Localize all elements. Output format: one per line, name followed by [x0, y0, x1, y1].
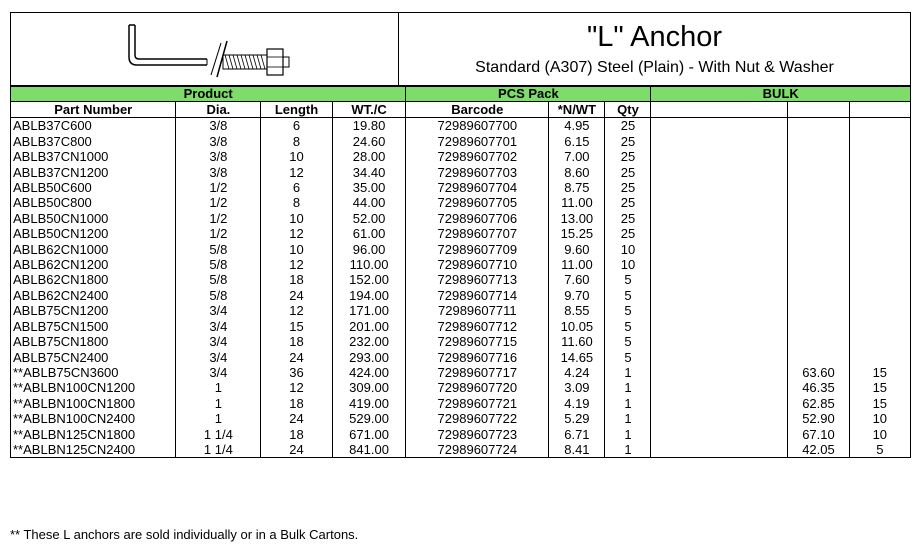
cell-length: 6: [261, 118, 333, 134]
cell-wt: 34.40: [332, 165, 406, 180]
cell-part-number: ABLB62CN1000: [11, 242, 176, 257]
cell-bulk-1: [651, 303, 788, 318]
cell-bulk-3: [849, 180, 910, 195]
cell-nwt: 8.55: [549, 303, 605, 318]
cell-bulk-2: [788, 165, 849, 180]
cell-qty: 10: [605, 242, 651, 257]
cell-nwt: 9.70: [549, 288, 605, 303]
cell-dia: 3/8: [176, 149, 261, 164]
cell-nwt: 4.24: [549, 365, 605, 380]
cell-dia: 1: [176, 380, 261, 395]
cell-qty: 1: [605, 365, 651, 380]
col-bulk-3: [849, 102, 910, 118]
col-barcode: Barcode: [406, 102, 549, 118]
cell-part-number: **ABLBN125CN2400: [11, 442, 176, 458]
cell-part-number: ABLB50C800: [11, 195, 176, 210]
cell-qty: 5: [605, 303, 651, 318]
col-wt: WT./C: [332, 102, 406, 118]
cell-bulk-2: 62.85: [788, 396, 849, 411]
cell-nwt: 9.60: [549, 242, 605, 257]
cell-bulk-3: [849, 242, 910, 257]
cell-nwt: 5.29: [549, 411, 605, 426]
cell-wt: 44.00: [332, 195, 406, 210]
cell-dia: 1/2: [176, 195, 261, 210]
cell-dia: 3/4: [176, 334, 261, 349]
cell-wt: 110.00: [332, 257, 406, 272]
cell-barcode: 72989607715: [406, 334, 549, 349]
col-qty: Qty: [605, 102, 651, 118]
product-image-cell: [11, 13, 399, 85]
title-cell: [399, 13, 910, 85]
cell-qty: 25: [605, 226, 651, 241]
cell-length: 24: [261, 350, 333, 365]
cell-bulk-3: 15: [849, 380, 910, 395]
cell-bulk-2: [788, 149, 849, 164]
cell-part-number: ABLB62CN2400: [11, 288, 176, 303]
cell-length: 24: [261, 442, 333, 458]
cell-bulk-3: [849, 350, 910, 365]
cell-barcode: 72989607705: [406, 195, 549, 210]
cell-barcode: 72989607710: [406, 257, 549, 272]
table-row: [11, 350, 911, 365]
cell-bulk-1: [651, 211, 788, 226]
cell-bulk-1: [651, 257, 788, 272]
cell-qty: 25: [605, 134, 651, 149]
column-header-row: [11, 102, 911, 118]
cell-nwt: 3.09: [549, 380, 605, 395]
cell-part-number: **ABLBN125CN1800: [11, 427, 176, 442]
price-sheet: [10, 12, 911, 458]
cell-nwt: 6.15: [549, 134, 605, 149]
cell-part-number: ABLB37C600: [11, 118, 176, 134]
table-row: [11, 442, 911, 458]
cell-bulk-3: 5: [849, 442, 910, 458]
col-bulk-2: [788, 102, 849, 118]
cell-bulk-3: [849, 149, 910, 164]
cell-qty: 25: [605, 211, 651, 226]
cell-dia: 1 1/4: [176, 427, 261, 442]
cell-part-number: ABLB75CN1200: [11, 303, 176, 318]
cell-barcode: 72989607721: [406, 396, 549, 411]
cell-dia: 3/4: [176, 303, 261, 318]
cell-bulk-2: [788, 272, 849, 287]
table-row: [11, 257, 911, 272]
cell-dia: 1/2: [176, 226, 261, 241]
cell-barcode: 72989607703: [406, 165, 549, 180]
cell-barcode: 72989607713: [406, 272, 549, 287]
cell-qty: 5: [605, 319, 651, 334]
cell-bulk-2: [788, 211, 849, 226]
cell-wt: 232.00: [332, 334, 406, 349]
cell-qty: 1: [605, 380, 651, 395]
cell-bulk-3: 10: [849, 411, 910, 426]
cell-length: 18: [261, 396, 333, 411]
table-row: [11, 180, 911, 195]
cell-barcode: 72989607701: [406, 134, 549, 149]
cell-wt: 841.00: [332, 442, 406, 458]
cell-barcode: 72989607723: [406, 427, 549, 442]
cell-wt: 171.00: [332, 303, 406, 318]
table-row: [11, 365, 911, 380]
table-row: [11, 411, 911, 426]
cell-nwt: 4.95: [549, 118, 605, 134]
cell-wt: 28.00: [332, 149, 406, 164]
cell-bulk-3: [849, 288, 910, 303]
cell-qty: 5: [605, 334, 651, 349]
table-row: [11, 427, 911, 442]
cell-wt: 152.00: [332, 272, 406, 287]
cell-wt: 419.00: [332, 396, 406, 411]
table-row: [11, 334, 911, 349]
cell-wt: 201.00: [332, 319, 406, 334]
cell-bulk-1: [651, 149, 788, 164]
cell-part-number: ABLB75CN1800: [11, 334, 176, 349]
cell-bulk-1: [651, 180, 788, 195]
group-bulk: BULK: [651, 87, 911, 102]
group-header-row: [11, 87, 911, 102]
cell-bulk-2: [788, 195, 849, 210]
cell-bulk-1: [651, 134, 788, 149]
cell-wt: 61.00: [332, 226, 406, 241]
cell-bulk-2: [788, 134, 849, 149]
cell-bulk-1: [651, 226, 788, 241]
cell-bulk-3: [849, 118, 910, 134]
cell-qty: 10: [605, 257, 651, 272]
cell-bulk-2: [788, 242, 849, 257]
col-nwt: *N/WT: [549, 102, 605, 118]
cell-wt: 194.00: [332, 288, 406, 303]
cell-bulk-2: 52.90: [788, 411, 849, 426]
group-pcs-pack: PCS Pack: [406, 87, 651, 102]
cell-wt: 35.00: [332, 180, 406, 195]
table-row: [11, 118, 911, 134]
cell-barcode: 72989607704: [406, 180, 549, 195]
cell-length: 24: [261, 411, 333, 426]
cell-length: 10: [261, 149, 333, 164]
cell-barcode: 72989607716: [406, 350, 549, 365]
cell-nwt: 7.00: [549, 149, 605, 164]
table-row: [11, 272, 911, 287]
cell-dia: 5/8: [176, 288, 261, 303]
cell-wt: 52.00: [332, 211, 406, 226]
cell-bulk-2: [788, 118, 849, 134]
cell-length: 6: [261, 180, 333, 195]
cell-nwt: 8.41: [549, 442, 605, 458]
cell-dia: 1: [176, 396, 261, 411]
cell-bulk-3: [849, 334, 910, 349]
cell-qty: 5: [605, 288, 651, 303]
table-body: [11, 118, 911, 458]
col-bulk-1: [651, 102, 788, 118]
cell-bulk-1: [651, 272, 788, 287]
cell-bulk-2: [788, 288, 849, 303]
cell-dia: 3/4: [176, 319, 261, 334]
col-length: Length: [261, 102, 333, 118]
cell-bulk-1: [651, 334, 788, 349]
cell-bulk-1: [651, 165, 788, 180]
cell-part-number: **ABLBN100CN2400: [11, 411, 176, 426]
cell-part-number: ABLB62CN1800: [11, 272, 176, 287]
cell-qty: 1: [605, 427, 651, 442]
cell-bulk-1: [651, 242, 788, 257]
cell-bulk-3: [849, 303, 910, 318]
table-row: [11, 242, 911, 257]
cell-dia: 3/4: [176, 350, 261, 365]
cell-barcode: 72989607711: [406, 303, 549, 318]
cell-qty: 25: [605, 118, 651, 134]
cell-bulk-3: [849, 272, 910, 287]
cell-part-number: ABLB37CN1200: [11, 165, 176, 180]
cell-barcode: 72989607700: [406, 118, 549, 134]
cell-qty: 25: [605, 149, 651, 164]
table-row: [11, 195, 911, 210]
cell-wt: 309.00: [332, 380, 406, 395]
cell-bulk-1: [651, 350, 788, 365]
cell-part-number: **ABLB75CN3600: [11, 365, 176, 380]
cell-dia: 5/8: [176, 242, 261, 257]
cell-bulk-3: [849, 257, 910, 272]
page-title: "L" Anchor: [586, 21, 723, 53]
cell-part-number: ABLB62CN1200: [11, 257, 176, 272]
cell-bulk-3: [849, 319, 910, 334]
cell-bulk-1: [651, 118, 788, 134]
cell-qty: 25: [605, 165, 651, 180]
table-row: [11, 303, 911, 318]
cell-barcode: 72989607724: [406, 442, 549, 458]
cell-wt: 96.00: [332, 242, 406, 257]
cell-bulk-1: [651, 380, 788, 395]
cell-qty: 1: [605, 396, 651, 411]
group-product: Product: [11, 87, 406, 102]
cell-bulk-2: [788, 226, 849, 241]
cell-bulk-3: [849, 195, 910, 210]
cell-length: 12: [261, 165, 333, 180]
cell-dia: 1/2: [176, 180, 261, 195]
page-subtitle: Standard (A307) Steel (Plain) - With Nut & Washer: [475, 59, 834, 76]
cell-dia: 3/8: [176, 134, 261, 149]
cell-part-number: ABLB37CN1000: [11, 149, 176, 164]
cell-nwt: 11.00: [549, 257, 605, 272]
cell-wt: 529.00: [332, 411, 406, 426]
cell-bulk-3: 15: [849, 365, 910, 380]
cell-bulk-2: [788, 257, 849, 272]
cell-bulk-3: [849, 165, 910, 180]
cell-length: 10: [261, 211, 333, 226]
cell-part-number: ABLB50CN1000: [11, 211, 176, 226]
cell-bulk-2: [788, 319, 849, 334]
cell-nwt: 13.00: [549, 211, 605, 226]
cell-bulk-3: 15: [849, 396, 910, 411]
table-row: [11, 288, 911, 303]
table-row: [11, 226, 911, 241]
cell-length: 8: [261, 134, 333, 149]
table-row: [11, 149, 911, 164]
cell-bulk-3: [849, 226, 910, 241]
cell-wt: 424.00: [332, 365, 406, 380]
cell-bulk-1: [651, 319, 788, 334]
cell-qty: 25: [605, 195, 651, 210]
cell-nwt: 15.25: [549, 226, 605, 241]
cell-barcode: 72989607706: [406, 211, 549, 226]
cell-dia: 3/4: [176, 365, 261, 380]
cell-bulk-1: [651, 396, 788, 411]
cell-length: 18: [261, 272, 333, 287]
cell-length: 12: [261, 380, 333, 395]
cell-dia: 3/8: [176, 165, 261, 180]
cell-length: 10: [261, 242, 333, 257]
cell-nwt: 8.75: [549, 180, 605, 195]
cell-bulk-2: [788, 303, 849, 318]
cell-qty: 5: [605, 272, 651, 287]
cell-qty: 1: [605, 411, 651, 426]
cell-bulk-3: [849, 211, 910, 226]
cell-qty: 5: [605, 350, 651, 365]
cell-part-number: **ABLBN100CN1800: [11, 396, 176, 411]
cell-barcode: 72989607707: [406, 226, 549, 241]
cell-qty: 25: [605, 180, 651, 195]
cell-qty: 1: [605, 442, 651, 458]
cell-bulk-1: [651, 427, 788, 442]
table-row: [11, 211, 911, 226]
cell-nwt: 11.60: [549, 334, 605, 349]
cell-part-number: ABLB50CN1200: [11, 226, 176, 241]
table-row: [11, 134, 911, 149]
cell-bulk-2: 46.35: [788, 380, 849, 395]
cell-barcode: 72989607709: [406, 242, 549, 257]
cell-bulk-1: [651, 411, 788, 426]
cell-nwt: 11.00: [549, 195, 605, 210]
cell-dia: 1: [176, 411, 261, 426]
table-row: [11, 396, 911, 411]
anchor-table: [10, 86, 911, 458]
cell-part-number: **ABLBN100CN1200: [11, 380, 176, 395]
cell-length: 18: [261, 427, 333, 442]
cell-barcode: 72989607720: [406, 380, 549, 395]
cell-bulk-1: [651, 288, 788, 303]
cell-barcode: 72989607702: [406, 149, 549, 164]
cell-nwt: 4.19: [549, 396, 605, 411]
cell-barcode: 72989607714: [406, 288, 549, 303]
cell-bulk-2: 67.10: [788, 427, 849, 442]
cell-nwt: 6.71: [549, 427, 605, 442]
cell-nwt: 7.60: [549, 272, 605, 287]
table-row: [11, 319, 911, 334]
table-row: [11, 380, 911, 395]
cell-dia: 3/8: [176, 118, 261, 134]
cell-part-number: ABLB50C600: [11, 180, 176, 195]
cell-bulk-2: [788, 334, 849, 349]
cell-bulk-1: [651, 365, 788, 380]
cell-wt: 293.00: [332, 350, 406, 365]
cell-bulk-2: [788, 180, 849, 195]
cell-nwt: 10.05: [549, 319, 605, 334]
cell-length: 8: [261, 195, 333, 210]
cell-barcode: 72989607717: [406, 365, 549, 380]
cell-part-number: ABLB75CN2400: [11, 350, 176, 365]
cell-barcode: 72989607722: [406, 411, 549, 426]
cell-part-number: ABLB75CN1500: [11, 319, 176, 334]
cell-bulk-3: [849, 134, 910, 149]
cell-bulk-2: [788, 350, 849, 365]
cell-dia: 1 1/4: [176, 442, 261, 458]
header: [10, 12, 911, 86]
cell-bulk-2: 42.05: [788, 442, 849, 458]
table-row: [11, 165, 911, 180]
cell-wt: 19.80: [332, 118, 406, 134]
cell-length: 12: [261, 303, 333, 318]
l-anchor-bolt-icon: [115, 19, 295, 79]
cell-bulk-2: 63.60: [788, 365, 849, 380]
cell-barcode: 72989607712: [406, 319, 549, 334]
cell-nwt: 8.60: [549, 165, 605, 180]
col-dia: Dia.: [176, 102, 261, 118]
cell-part-number: ABLB37C800: [11, 134, 176, 149]
cell-dia: 5/8: [176, 272, 261, 287]
cell-length: 18: [261, 334, 333, 349]
cell-bulk-1: [651, 442, 788, 458]
cell-length: 24: [261, 288, 333, 303]
cell-length: 12: [261, 226, 333, 241]
cell-dia: 1/2: [176, 211, 261, 226]
cell-length: 36: [261, 365, 333, 380]
cell-wt: 24.60: [332, 134, 406, 149]
col-part-number: Part Number: [11, 102, 176, 118]
footnote: ** These L anchors are sold individually or in a Bulk Cartons.: [10, 527, 359, 542]
cell-nwt: 14.65: [549, 350, 605, 365]
cell-length: 15: [261, 319, 333, 334]
cell-bulk-3: 10: [849, 427, 910, 442]
cell-bulk-1: [651, 195, 788, 210]
cell-length: 12: [261, 257, 333, 272]
cell-wt: 671.00: [332, 427, 406, 442]
cell-dia: 5/8: [176, 257, 261, 272]
